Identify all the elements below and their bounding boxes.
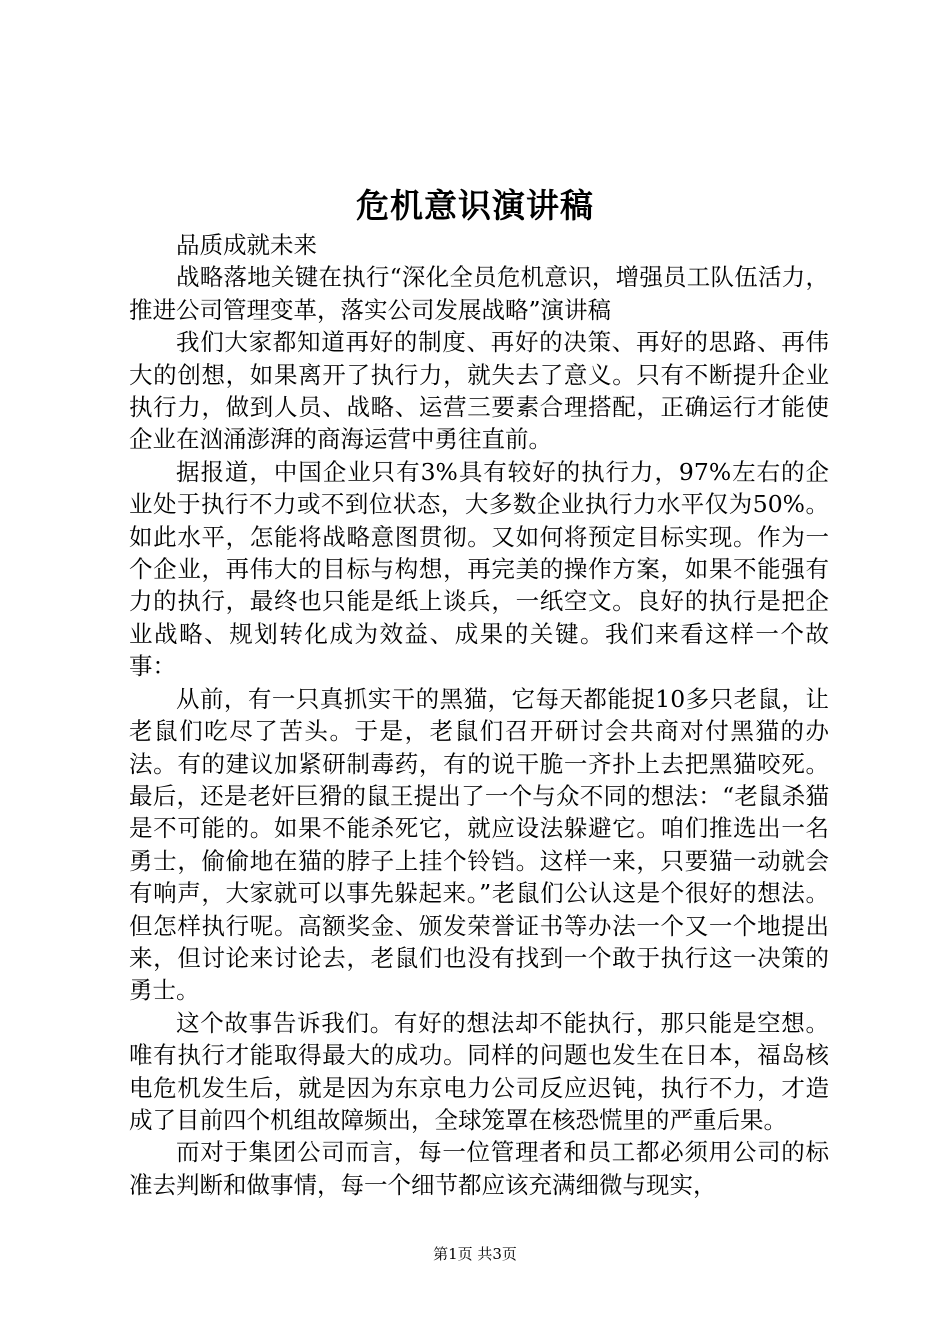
paragraph: 而对于集团公司而言，每一位管理者和员工都必须用公司的标准去判断和做事情，每一个细节都应该充满细微与现实，: [129, 1138, 829, 1199]
paragraph: 从前，有一只真抓实干的黑猫，它每天都能捉10多只老鼠，让老鼠们吃尽了苦头。于是，老鼠们召开研讨会共商对付黑猫的办法。有的建议加紧研制毒药，有的说干脆一齐扑上去把黑猫咬死。最后，还是老奸巨猾的鼠王提出了一个与众不同的想法：“老鼠杀猫是不可能的。如果不能杀死它，就应设法躲避它。咱们推选出一名勇士，偷偷地在猫的脖子上挂个铃铛。这样一来，只要猫一动就会有响声，大家就可以事先躲起来。”老鼠们公认这是个很好的想法。但怎样执行呢。高额奖金、颁发荣誉证书等办法一个又一个地提出来，但讨论来讨论去，老鼠们也没有找到一个敢于执行这一决策的勇士。: [129, 684, 829, 1005]
paragraph: 品质成就未来: [176, 231, 317, 259]
page-footer: 第1页 共3页: [433, 1245, 517, 1263]
document-body: [129, 229, 829, 1201]
paragraph: 这个故事告诉我们。有好的想法却不能执行，那只能是空想。唯有执行才能取得最大的成功。同样的问题也发生在日本，福岛核电危机发生后，就是因为东京电力公司反应迟钝，执行不力，才造成了目前四个机组故障频出，全球笼罩在核恐慌里的严重后果。: [129, 1008, 829, 1134]
paragraph: 据报道，中国企业只有3%具有较好的执行力，97%左右的企业处于执行不力或不到位状态，大多数企业执行力水平仅为50%。如此水平，怎能将战略意图贯彻。又如何将预定目标实现。作为一个企业，再伟大的目标与构想，再完美的操作方案，如果不能强有力的执行，最终也只能是纸上谈兵，一纸空文。良好的执行是把企业战略、规划转化成为效益、成果的关键。我们来看这样一个故事：: [129, 457, 829, 681]
paragraph: 我们大家都知道再好的制度、再好的决策、再好的思路、再伟大的创想，如果离开了执行力，就失去了意义。只有不断提升企业执行力，做到人员、战略、运营三要素合理搭配，正确运行才能使企业在汹涌澎湃的商海运营中勇往直前。: [129, 328, 829, 454]
paragraph: 战略落地关键在执行“深化全员危机意识，增强员工队伍活力，推进公司管理变革，落实公司发展战略”演讲稿: [129, 263, 829, 324]
document-title: 危机意识演讲稿: [356, 186, 594, 225]
